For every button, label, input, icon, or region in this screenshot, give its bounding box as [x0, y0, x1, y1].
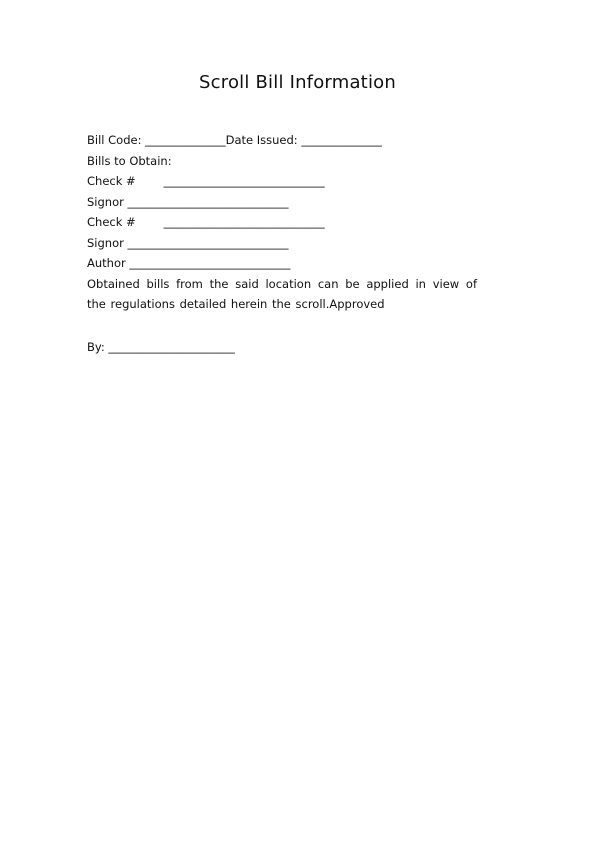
approval-paragraph: Obtained bills from the said location can be applied in view of the regulations detailed herein the scroll.Approved: [87, 276, 477, 311]
date-issued-label: Date Issued:: [225, 133, 298, 147]
document-title: Scroll Bill Information: [199, 72, 396, 93]
check-blank-1: ____________________________: [163, 174, 325, 188]
by-blank: ______________________: [108, 339, 235, 354]
signor-label-2: Signor: [87, 235, 124, 250]
author-line: [87, 253, 477, 274]
check-line-2: [87, 212, 477, 233]
signor-blank-1: ____________________________: [127, 194, 289, 209]
document-body: [87, 130, 477, 357]
author-label: Author: [87, 256, 126, 270]
author-blank: ____________________________: [129, 256, 291, 270]
bill-code-label: Bill Code:: [87, 133, 142, 147]
check-label-1: Check #: [87, 174, 136, 188]
check-blank-2: ____________________________: [163, 215, 325, 229]
bill-code-blank: ______________: [145, 133, 226, 147]
signor-line-1: [87, 192, 477, 213]
bills-to-obtain-heading: Bills to Obtain:: [87, 153, 172, 168]
signor-blank-2: ____________________________: [127, 235, 289, 250]
check-label-2: Check #: [87, 215, 136, 229]
check-line-1: [87, 171, 477, 192]
signor-line-2: [87, 233, 477, 254]
date-issued-blank: ______________: [301, 133, 382, 147]
bill-code-line: [87, 130, 477, 151]
signor-label-1: Signor: [87, 194, 124, 209]
approved-by-line: [87, 337, 477, 358]
by-label: By:: [87, 339, 105, 354]
